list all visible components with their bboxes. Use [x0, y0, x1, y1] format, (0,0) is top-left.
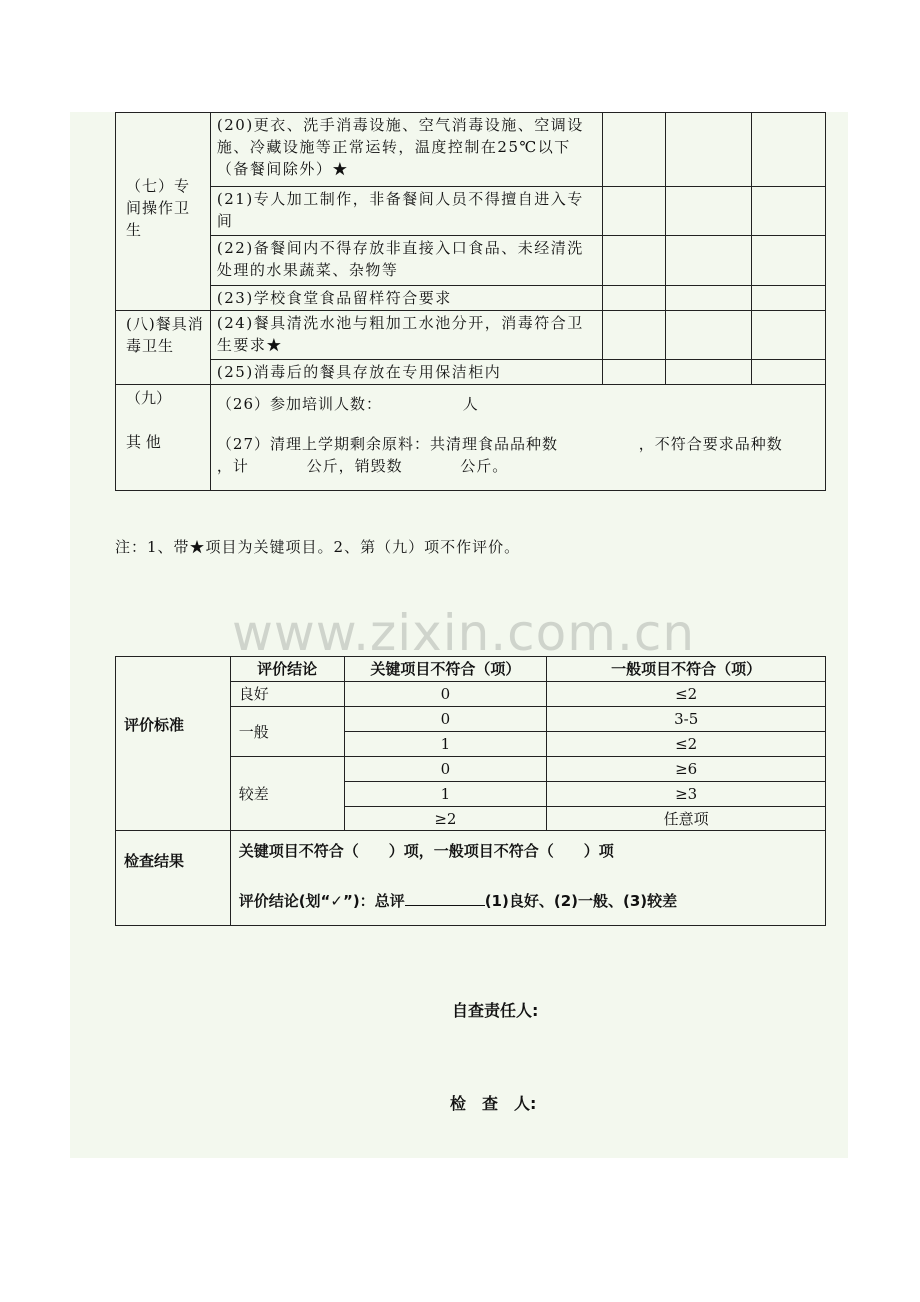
poor-general: ≥6 [547, 757, 826, 782]
grade-poor: 较差 [230, 757, 344, 831]
overall-grade-field[interactable] [405, 891, 485, 906]
check-cell[interactable] [666, 360, 752, 385]
header-general-items: 一般项目不符合（项） [547, 657, 826, 682]
result-line2-prefix: 评价结论(划“✓”)：总评 [238, 892, 405, 910]
check-cell[interactable] [603, 236, 666, 286]
result-line2 [239, 891, 825, 911]
poor-general: ≥3 [547, 782, 826, 807]
check-cell[interactable] [752, 286, 826, 311]
evaluation-table [115, 656, 826, 926]
category-section9 [116, 385, 211, 491]
result-line1: 关键项目不符合（ ）项，一般项目不符合（ ）项 [238, 842, 614, 860]
check-cell[interactable] [752, 113, 826, 187]
poor-general: 任意项 [547, 807, 826, 831]
category-section9-line1: （九） [126, 389, 172, 407]
check-cell[interactable] [603, 360, 666, 385]
check-cell[interactable] [603, 187, 666, 236]
item-26: （26）参加培训人数： 人 [216, 395, 479, 413]
item-23: (23)学校食堂食品留样符合要求 [210, 286, 602, 311]
item-22: (22)备餐间内不得存放非直接入口食品、未经清洗处理的水果蔬菜、杂物等 [210, 236, 602, 286]
item-21: (21)专人加工制作，非备餐间人员不得擅自进入专间 [210, 187, 602, 236]
fair-key: 1 [344, 732, 547, 757]
inspection-result-body [230, 831, 825, 926]
header-key-items: 关键项目不符合（项） [344, 657, 547, 682]
poor-key: ≥2 [344, 807, 547, 831]
check-cell[interactable] [666, 113, 752, 187]
watermark: www.zixin.com.cn [232, 604, 696, 662]
grade-good: 良好 [230, 682, 344, 707]
item-24: (24)餐具清洗水池与粗加工水池分开，消毒符合卫生要求★ [210, 311, 602, 360]
inspection-result-label: 检查结果 [116, 831, 231, 926]
check-cell[interactable] [752, 187, 826, 236]
good-general: ≤2 [547, 682, 826, 707]
poor-key: 1 [344, 782, 547, 807]
check-cell[interactable] [603, 286, 666, 311]
check-cell[interactable] [752, 360, 826, 385]
check-cell[interactable] [666, 286, 752, 311]
section9-body [210, 385, 841, 491]
check-cell[interactable] [752, 311, 826, 360]
check-cell[interactable] [752, 236, 826, 286]
category-section7: （七）专间操作卫生 [116, 113, 211, 311]
header-conclusion: 评价结论 [230, 657, 344, 682]
fair-key: 0 [344, 707, 547, 732]
footnote: 注：1、带★项目为关键项目。2、第（九）项不作评价。 [115, 538, 521, 556]
good-key: 0 [344, 682, 547, 707]
evaluation-standard-label: 评价标准 [116, 657, 231, 831]
poor-key: 0 [344, 757, 547, 782]
check-cell[interactable] [666, 187, 752, 236]
result-line2-suffix: (1)良好、(2)一般、(3)较差 [484, 892, 678, 910]
inspection-table [115, 112, 841, 491]
inspector-signature: 检 查 人: [450, 1094, 537, 1113]
check-cell[interactable] [603, 311, 666, 360]
fair-general: 3-5 [547, 707, 826, 732]
grade-fair: 一般 [230, 707, 344, 757]
check-cell[interactable] [603, 113, 666, 187]
item-27: （27）清理上学期剩余原料：共清理食品品种数 ，不符合要求品种数 ，计 公斤，销毁数 公斤。 [216, 435, 841, 475]
item-25: (25)消毒后的餐具存放在专用保洁柜内 [210, 360, 602, 385]
fair-general: ≤2 [547, 732, 826, 757]
category-section8: (八)餐具消毒卫生 [116, 311, 211, 385]
item-20: (20)更衣、洗手消毒设施、空气消毒设施、空调设施、冷藏设施等正常运转，温度控制在25℃以下（备餐间除外）★ [210, 113, 602, 187]
check-cell[interactable] [666, 236, 752, 286]
check-cell[interactable] [666, 311, 752, 360]
self-check-signature: 自查责任人: [452, 1001, 539, 1020]
category-section9-line2: 其 他 [126, 433, 161, 451]
